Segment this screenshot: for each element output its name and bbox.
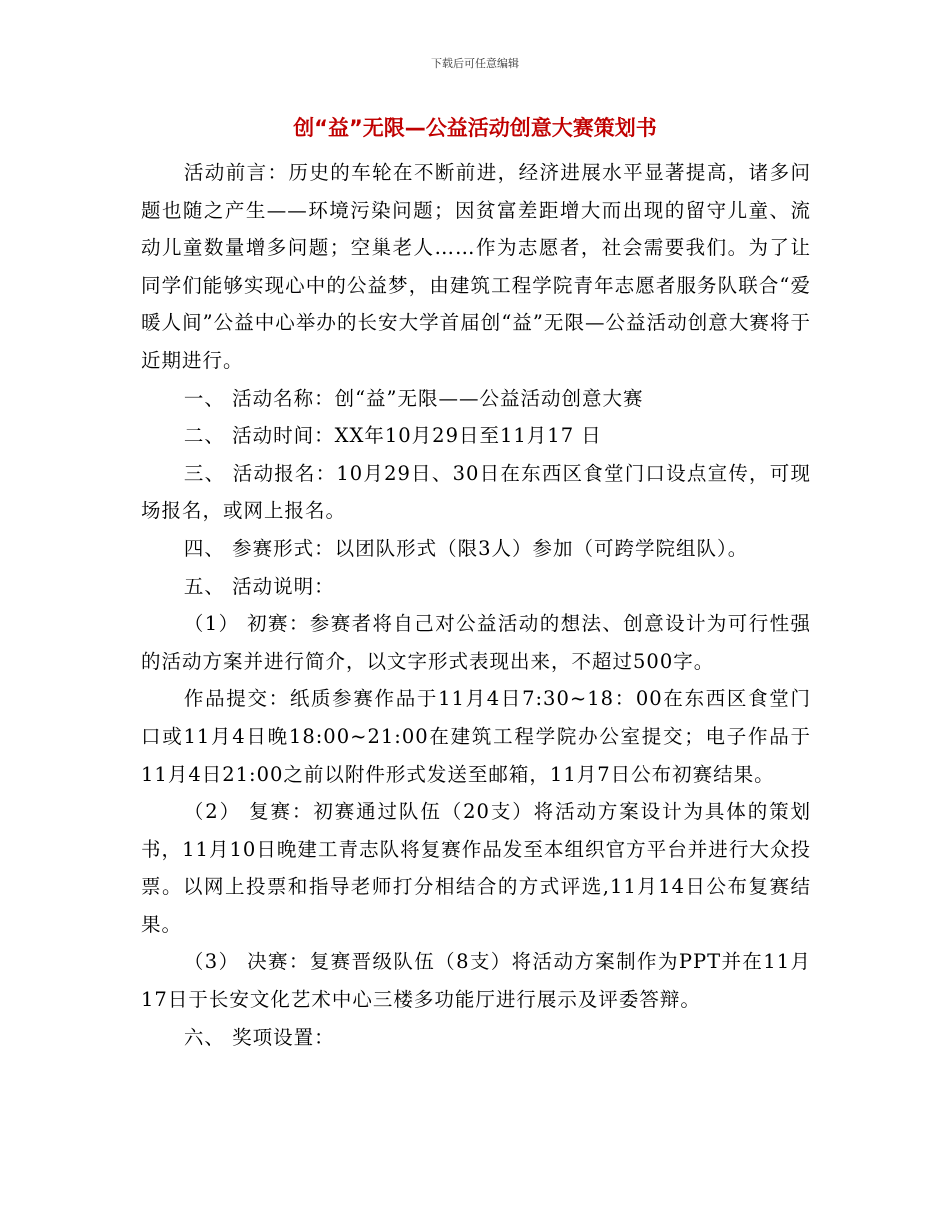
paragraph-submission: 作品提交：纸质参赛作品于11月4日7:30~18：00在东西区食堂门口或11月4日晚18:00~21:00在建筑工程学院办公室提交；电子作品于11月4日21:00之前以附件形式发送至邮箱，11月7日公布初赛结果。 <box>141 687 811 786</box>
header-note: 下载后可任意编辑 <box>431 57 519 70</box>
paragraph-preliminary: （1） 初赛：参赛者将自己对公益活动的想法、创意设计为可行性强的活动方案并进行简介，以文字形式表现出来，不超过500字。 <box>141 612 811 673</box>
document-body <box>141 154 811 1056</box>
paragraph-preface: 活动前言：历史的车轮在不断前进，经济进展水平显著提高，诸多问题也随之产生——环境污染问题；因贫富差距增大而出现的留守儿童、流动儿童数量增多问题；空巢老人……作为志愿者，社会需要我们。为了让同学们能够实现心中的公益梦，由建筑工程学院青年志愿者服务队联合“爱暖人间”公益中心举办的长安大学首届创“益”无限—公益活动创意大赛将于近期进行。 <box>141 161 811 372</box>
paragraph-activity-name: 一、 活动名称：创“益”无限——公益活动创意大赛 <box>183 386 644 410</box>
paragraph-semifinal: （2） 复赛：初赛通过队伍（20支）将活动方案设计为具体的策划书，11月10日晚建工青志队将复赛作品发至本组织官方平台并进行大众投票。以网上投票和指导老师打分相结合的方式评选,11月14日公布复赛结果。 <box>141 800 811 936</box>
paragraph-description-heading: 五、 活动说明： <box>183 574 335 598</box>
paragraph-activity-time: 二、 活动时间：XX年10月29日至11月17 日 <box>183 424 602 448</box>
paragraph-registration: 三、 活动报名：10月29日、30日在东西区食堂门口设点宣传，可现场报名，或网上报名。 <box>141 461 811 523</box>
paragraph-format: 四、 参赛形式：以团队形式（限3人）参加（可跨学院组队）。 <box>183 536 749 560</box>
document-title: 创“益”无限—公益活动创意大赛策划书 <box>293 116 657 140</box>
paragraph-final: （3） 决赛：复赛晋级队伍（8支）将活动方案制作为PPT并在11月17日于长安文化艺术中心三楼多功能厅进行展示及评委答辩。 <box>141 950 811 1012</box>
paragraph-awards-heading: 六、 奖项设置： <box>183 1025 335 1049</box>
